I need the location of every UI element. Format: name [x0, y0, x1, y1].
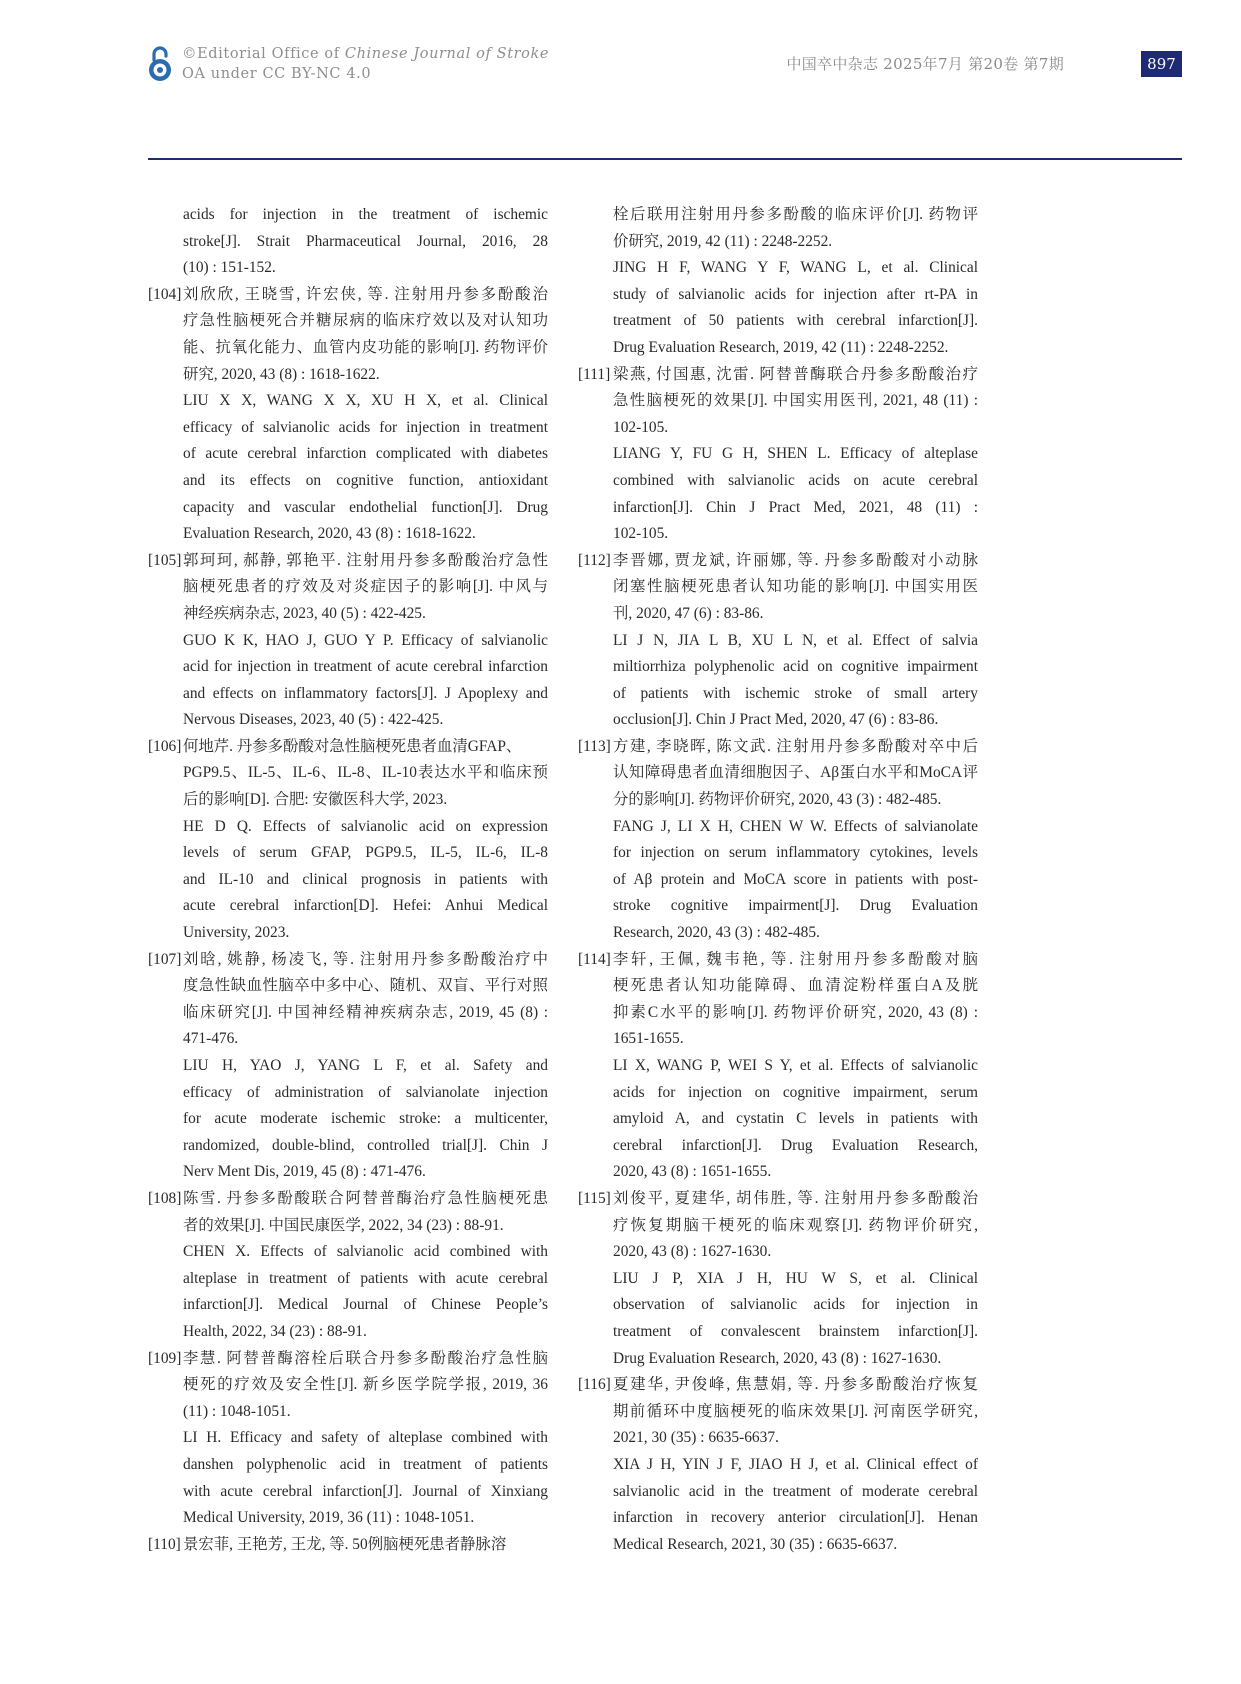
reference-entry — [148, 1346, 548, 1532]
reference-line: acid for injection in treatment of acute cerebral infarction — [183, 658, 548, 676]
reference-line: Evaluation Research, 2020, 43 (8) : 1618-1622. — [183, 525, 476, 543]
reference-line: combined with salvianolic acids on acute cerebral — [613, 471, 978, 489]
reference-entry — [578, 947, 978, 1186]
reference-entry — [578, 362, 978, 548]
reference-number: [114] — [578, 950, 611, 968]
reference-line: Drug Evaluation Research, 2019, 42 (11) : 2248-2252. — [613, 338, 949, 356]
page-number-badge: 897 — [1141, 51, 1182, 77]
reference-line: Drug Evaluation Research, 2020, 43 (8) : 1627-1630. — [613, 1349, 942, 1367]
reference-line: with acute cerebral infarction[J]. Journal of Xinxiang — [183, 1482, 548, 1500]
reference-line: infarction[J]. Chin J Pract Med, 2021, 48 (11) : — [613, 498, 978, 516]
reference-line: cerebral infarction[J]. Drug Evaluation Research, — [613, 1136, 978, 1154]
reference-line: CHEN X. Effects of salvianolic acid combined with — [183, 1243, 548, 1261]
reference-entry — [578, 202, 978, 362]
reference-line: GUO K K, HAO J, GUO Y P. Efficacy of salvianolic — [183, 631, 548, 649]
reference-line: 李晋娜, 贾龙斌, 许丽娜, 等. 丹参多酚酸对小动脉 — [613, 551, 978, 569]
reference-line: acids for injection on cognitive impairment, serum — [613, 1083, 978, 1101]
reference-line: 刘晗, 姚静, 杨凌飞, 等. 注射用丹参多酚酸治疗中 — [183, 950, 548, 968]
reference-number: [113] — [578, 737, 611, 755]
reference-entry — [148, 202, 548, 282]
reference-entry — [148, 1532, 548, 1559]
reference-entry — [578, 734, 978, 947]
reference-line: 471-476. — [183, 1030, 239, 1048]
reference-line: JING H F, WANG Y F, WANG L, et al. Clinical — [613, 259, 978, 277]
reference-line: stroke cognitive impairment[J]. Drug Evaluation — [613, 897, 978, 915]
reference-line: 刘俊平, 夏建华, 胡伟胜, 等. 注射用丹参多酚酸治 — [613, 1189, 978, 1207]
reference-line: of acute cerebral infarction complicated with diabetes — [183, 445, 548, 463]
reference-line: and effects on inflammatory factors[J]. J Apoplexy and — [183, 684, 548, 702]
reference-line: 后的影响[D]. 合肥: 安徽医科大学, 2023. — [183, 791, 448, 809]
reference-line: 梗死患者认知功能障碍、血清淀粉样蛋白A及胱 — [613, 977, 978, 995]
reference-line: 临床研究[J]. 中国神经精神疾病杂志, 2019, 45 (8) : — [183, 1003, 548, 1021]
reference-number: [116] — [578, 1376, 611, 1394]
reference-entry — [148, 548, 548, 734]
reference-entry — [578, 1372, 978, 1558]
reference-line: salvianolic acid in the treatment of moderate cerebral — [613, 1482, 978, 1500]
reference-line: 认知障碍患者血清细胞因子、Aβ蛋白水平和MoCA评 — [613, 764, 978, 782]
reference-line: Nervous Diseases, 2023, 40 (5) : 422-425. — [183, 711, 444, 729]
reference-number: [111] — [578, 365, 611, 383]
reference-line: LI J N, JIA L B, XU L N, et al. Effect of salvia — [613, 631, 978, 649]
reference-line: Nerv Ment Dis, 2019, 45 (8) : 471-476. — [183, 1163, 426, 1181]
reference-line: infarction in recovery anterior circulation[J]. Henan — [613, 1509, 978, 1527]
reference-number: [104] — [148, 285, 182, 303]
reference-line: 李轩, 王佩, 魏韦艳, 等. 注射用丹参多酚酸对脑 — [613, 950, 978, 968]
reference-number: [105] — [148, 551, 182, 569]
reference-line: and IL-10 and clinical prognosis in patients with — [183, 870, 548, 888]
reference-line: (11) : 1048-1051. — [183, 1402, 291, 1420]
reference-line: 刊, 2020, 47 (6) : 83-86. — [613, 604, 764, 622]
reference-line: 分的影响[J]. 药物评价研究, 2020, 43 (3) : 482-485. — [613, 791, 942, 809]
page-header — [0, 0, 1241, 165]
journal-issue-info: 中国卒中杂志 2025年7月 第20卷 第7期 — [786, 55, 1064, 73]
reference-line: LIU X X, WANG X X, XU H X, et al. Clinical — [183, 392, 548, 410]
reference-line: University, 2023. — [183, 924, 290, 942]
license-line-2: OA under CC BY-NC 4.0 — [182, 66, 372, 82]
reference-line: efficacy of administration of salvianolate injection — [183, 1083, 548, 1101]
reference-line: Health, 2022, 34 (23) : 88-91. — [183, 1322, 367, 1340]
reference-line: study of salvianolic acids for injection after rt-PA in — [613, 285, 978, 303]
reference-number: [109] — [148, 1349, 182, 1367]
reference-line: 景宏菲, 王艳芳, 王龙, 等. 50例脑梗死患者静脉溶 — [183, 1535, 507, 1553]
reference-line: 神经疾病杂志, 2023, 40 (5) : 422-425. — [183, 604, 426, 622]
reference-line: LIU J P, XIA J H, HU W S, et al. Clinical — [613, 1269, 978, 1287]
reference-line: amyloid A, and cystatin C levels in patients with — [613, 1110, 978, 1128]
reference-entry — [148, 734, 548, 947]
reference-line: 脑梗死患者的疗效及对炎症因子的影响[J]. 中风与 — [183, 578, 548, 596]
reference-line: acids for injection in the treatment of ischemic — [183, 206, 548, 223]
reference-line: 者的效果[J]. 中国民康医学, 2022, 34 (23) : 88-91. — [183, 1216, 504, 1234]
reference-line: capacity and vascular endothelial function[J]. Drug — [183, 498, 548, 516]
reference-line: randomized, double-blind, controlled trial[J]. Chin J — [183, 1136, 548, 1154]
reference-line: 疗急性脑梗死合并糖尿病的临床疗效以及对认知功 — [183, 312, 548, 330]
reference-line: of Aβ protein and MoCA score in patients with post- — [613, 870, 978, 888]
reference-line: 栓后联用注射用丹参多酚酸的临床评价[J]. 药物评 — [613, 206, 978, 223]
reference-line: 刘欣欣, 王晓雪, 许宏侠, 等. 注射用丹参多酚酸治 — [183, 285, 548, 303]
reference-line: HE D Q. Effects of salvianolic acid on expression — [183, 817, 548, 835]
reference-line: infarction[J]. Medical Journal of Chinese People’s — [183, 1296, 548, 1314]
reference-line: alteplase in treatment of patients with acute cerebral — [183, 1269, 548, 1287]
reference-line: occlusion[J]. Chin J Pract Med, 2020, 47 (6) : 83-86. — [613, 711, 939, 729]
reference-line: 何地芹. 丹参多酚酸对急性脑梗死患者血清GFAP、 — [183, 737, 522, 755]
reference-line: and its effects on cognitive function, antioxidant — [183, 471, 548, 489]
reference-number: [108] — [148, 1189, 182, 1207]
reference-line: treatment of convalescent brainstem infarction[J]. — [613, 1322, 978, 1340]
reference-line: for injection on serum inflammatory cytokines, levels — [613, 844, 978, 862]
reference-line: 抑素C水平的影响[J]. 药物评价研究, 2020, 43 (8) : — [613, 1003, 978, 1021]
reference-line: 2020, 43 (8) : 1627-1630. — [613, 1243, 772, 1261]
reference-line: acute cerebral infarction[D]. Hefei: Anhui Medical — [183, 897, 548, 915]
reference-entry — [578, 1186, 978, 1372]
reference-number: [107] — [148, 950, 182, 968]
reference-line: treatment of 50 patients with cerebral infarction[J]. — [613, 312, 978, 330]
reference-line: 方建, 李晓晖, 陈文武. 注射用丹参多酚酸对卒中后 — [613, 737, 978, 755]
journal-name: Chinese Journal of Stroke — [344, 46, 550, 62]
reference-entry — [148, 282, 548, 548]
reference-line: 研究, 2020, 43 (8) : 1618-1622. — [183, 365, 380, 383]
reference-line: 期前循环中度脑梗死的临床效果[J]. 河南医学研究, — [613, 1402, 978, 1420]
license-line-1: ©Editorial Office of Chinese Journal of Stroke — [182, 46, 550, 62]
reference-line: 102-105. — [613, 525, 669, 543]
reference-line: Research, 2020, 43 (3) : 482-485. — [613, 924, 820, 942]
reference-line: 能、抗氧化能力、血管内皮功能的影响[J]. 药物评价 — [183, 338, 548, 356]
reference-line: 2021, 30 (35) : 6635-6637. — [613, 1429, 779, 1447]
reference-line: Medical University, 2019, 36 (11) : 1048-1051. — [183, 1509, 475, 1527]
reference-line: 郭珂珂, 郝静, 郭艳平. 注射用丹参多酚酸治疗急性 — [183, 551, 548, 569]
reference-entry — [148, 1186, 548, 1346]
reference-column-right — [578, 202, 978, 1558]
reference-line: 夏建华, 尹俊峰, 焦慧娟, 等. 丹参多酚酸治疗恢复 — [613, 1376, 978, 1394]
reference-line: Medical Research, 2021, 30 (35) : 6635-6637. — [613, 1535, 898, 1553]
open-access-lock-icon — [145, 44, 175, 84]
reference-line: 疗恢复期脑干梗死的临床观察[J]. 药物评价研究, — [613, 1216, 978, 1234]
reference-number: [106] — [148, 737, 182, 755]
reference-number: [110] — [148, 1535, 181, 1553]
reference-number: [112] — [578, 551, 611, 569]
reference-column-left — [148, 202, 548, 1558]
reference-line: 梗死的疗效及安全性[J]. 新乡医学院学报, 2019, 36 — [183, 1376, 548, 1394]
reference-line: observation of salvianolic acids for injection in — [613, 1296, 978, 1314]
reference-line: efficacy of salvianolic acids for injection in treatment — [183, 418, 548, 436]
reference-line: LIU H, YAO J, YANG L F, et al. Safety and — [183, 1057, 548, 1074]
reference-line: 度急性缺血性脑卒中多中心、随机、双盲、平行对照 — [183, 977, 548, 995]
reference-line: 急性脑梗死的效果[J]. 中国实用医刊, 2021, 48 (11) : — [613, 392, 978, 410]
reference-entry — [148, 947, 548, 1186]
reference-line: 梁燕, 付国惠, 沈雷. 阿替普酶联合丹参多酚酸治疗 — [613, 365, 978, 383]
reference-line: 1651-1655. — [613, 1030, 684, 1048]
reference-line: stroke[J]. Strait Pharmaceutical Journal, 2016, 28 — [183, 232, 548, 250]
reference-line: for acute moderate ischemic stroke: a multicenter, — [183, 1110, 548, 1128]
reference-line: 李慧. 阿替普酶溶栓后联合丹参多酚酸治疗急性脑 — [183, 1349, 548, 1367]
reference-line: FANG J, LI X H, CHEN W W. Effects of salvianolate — [613, 817, 978, 835]
reference-line: (10) : 151-152. — [183, 259, 276, 277]
reference-line: LI H. Efficacy and safety of alteplase combined with — [183, 1429, 548, 1447]
reference-line: 102-105. — [613, 418, 669, 436]
reference-line: PGP9.5、IL-5、IL-6、IL-8、IL-10表达水平和临床预 — [183, 764, 548, 782]
reference-line: 2020, 43 (8) : 1651-1655. — [613, 1163, 772, 1181]
reference-line: LIANG Y, FU G H, SHEN L. Efficacy of alteplase — [613, 445, 978, 463]
reference-line: danshen polyphenolic acid in treatment of patients — [183, 1455, 548, 1473]
reference-line: 闭塞性脑梗死患者认知功能的影响[J]. 中国实用医 — [613, 578, 978, 596]
reference-number: [115] — [578, 1189, 611, 1207]
reference-line: of patients with ischemic stroke of small artery — [613, 684, 978, 702]
reference-line: LI X, WANG P, WEI S Y, et al. Effects of salvianolic — [613, 1057, 978, 1074]
reference-line: levels of serum GFAP, PGP9.5, IL-5, IL-6, IL-8 — [183, 844, 548, 862]
reference-line: miltiorrhiza polyphenolic acid on cognitive impairment — [613, 658, 978, 676]
license-notice — [182, 44, 549, 84]
header-rule — [148, 158, 1182, 160]
reference-entry — [578, 548, 978, 734]
reference-line: XIA J H, YIN J F, JIAO H J, et al. Clinical effect of — [613, 1455, 978, 1473]
reference-line: 陈雪. 丹参多酚酸联合阿替普酶治疗急性脑梗死患 — [183, 1189, 548, 1207]
reference-line: 价研究, 2019, 42 (11) : 2248-2252. — [613, 232, 833, 250]
